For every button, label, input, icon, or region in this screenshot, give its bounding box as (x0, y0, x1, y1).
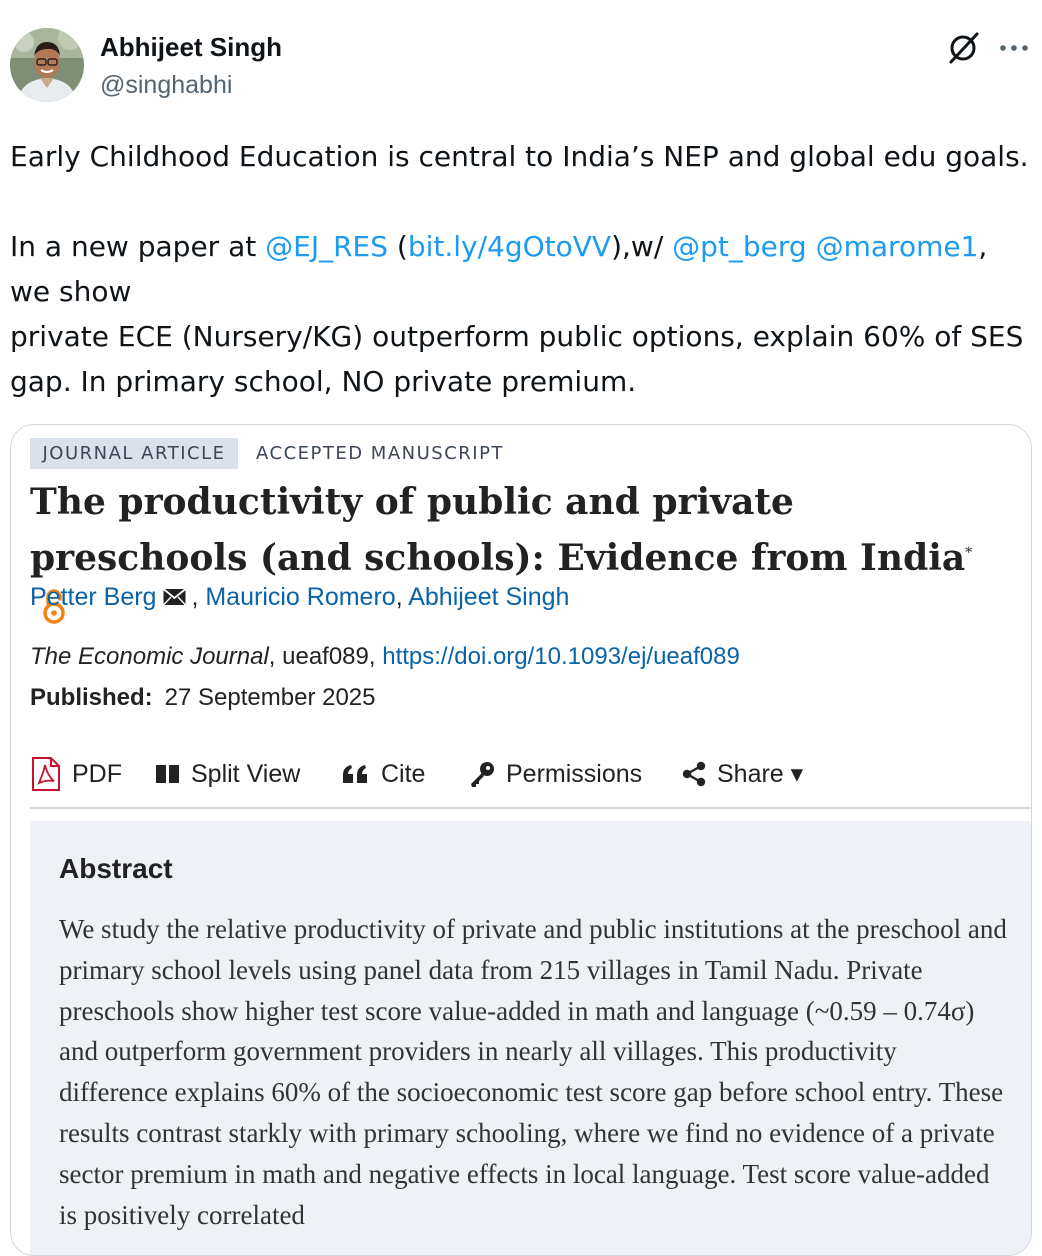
bitly-link[interactable]: bit.ly/4gOtoVV (407, 230, 612, 263)
more-icon (994, 28, 1034, 68)
key-icon (468, 760, 496, 788)
split-view-icon (155, 763, 181, 785)
author-link[interactable]: Petter Berg (30, 583, 157, 611)
split-view-button[interactable] (155, 751, 300, 797)
text-fragment: ),w/ (611, 230, 673, 263)
author-link[interactable]: Abhijeet Singh (408, 583, 570, 611)
avatar[interactable] (10, 28, 84, 102)
abstract-heading: Abstract (59, 853, 173, 884)
grok-icon (944, 28, 984, 68)
text-fragment (807, 230, 816, 263)
pdf-icon (30, 756, 62, 792)
cite-button[interactable] (341, 751, 425, 797)
pdf-label: PDF (72, 759, 122, 788)
published-label: Published: (30, 684, 153, 711)
text-fragment: In a new paper at (10, 230, 266, 263)
abstract-section (30, 821, 1032, 1256)
mention-pt-berg[interactable]: @pt_berg (672, 230, 807, 263)
article-card[interactable] (10, 424, 1032, 1256)
grok-button[interactable] (944, 28, 984, 68)
share-label: Share ▾ (717, 760, 804, 788)
split-view-label: Split View (191, 759, 301, 788)
citation (30, 643, 740, 671)
mail-icon[interactable] (162, 587, 189, 607)
pdf-button[interactable] (30, 751, 122, 797)
permissions-label: Permissions (506, 759, 643, 788)
article-toolbar (30, 751, 1032, 809)
abstract-text: We study the relative productivity of private and public institutions at the preschool and primary school levels using panel data from 215 villages in Tamil Nadu. Private preschools show higher test score value-added in math and language (~0.59 – 0.74σ) and outperform government providers in nearly all villages. This productivity difference explains 60% of the socioeconomic test score gap before school entry. These results contrast starkly with primary schooling, where we find no evidence of a private sector premium in math and negative effects in local language. Test score value-added is positively correlated (59, 914, 1007, 1230)
tweet-text (10, 134, 1034, 404)
tweet-header (0, 0, 1042, 115)
share-icon (681, 761, 707, 787)
title-footnote-mark: * (965, 545, 973, 561)
text-fragment: , we show (10, 230, 988, 308)
article-id: , ueaf089, (268, 643, 383, 670)
tweet-line-3: private ECE (Nursery/KG) outperform public options, explain 60% of SES gap. In primary school, NO private premium. (10, 320, 1024, 398)
author-separator: , (395, 583, 409, 611)
share-button[interactable] (681, 751, 803, 797)
doi-link[interactable]: https://doi.org/10.1093/ej/ueaf089 (382, 643, 740, 670)
permissions-button[interactable] (468, 751, 642, 797)
more-options-button[interactable] (994, 28, 1034, 68)
published-value: 27 September 2025 (164, 684, 376, 711)
journal-article-badge: JOURNAL ARTICLE (30, 438, 238, 469)
author-list (30, 583, 569, 612)
display-name[interactable]: Abhijeet Singh (100, 32, 282, 62)
avatar-photo-icon (10, 28, 84, 102)
user-handle[interactable]: @singhabhi (100, 71, 233, 99)
mention-ej-res[interactable]: @EJ_RES (265, 230, 388, 263)
published-date (30, 684, 376, 712)
author-separator: , (191, 583, 206, 611)
tweet-line-1: Early Childhood Education is central to India’s NEP and global edu goals. (10, 140, 1029, 173)
accepted-manuscript-label: ACCEPTED MANUSCRIPT (256, 443, 504, 464)
tweet-paragraph-2 (10, 224, 1034, 314)
author-link[interactable]: Mauricio Romero (205, 583, 396, 611)
text-fragment: ( (388, 230, 408, 263)
journal-name: The Economic Journal (30, 643, 269, 670)
mention-marome1[interactable]: @marome1 (815, 230, 979, 263)
article-title-text: The productivity of public and private preschools (and schools): Evidence from India (30, 481, 966, 579)
quote-icon (341, 763, 371, 785)
cite-label: Cite (381, 759, 426, 788)
